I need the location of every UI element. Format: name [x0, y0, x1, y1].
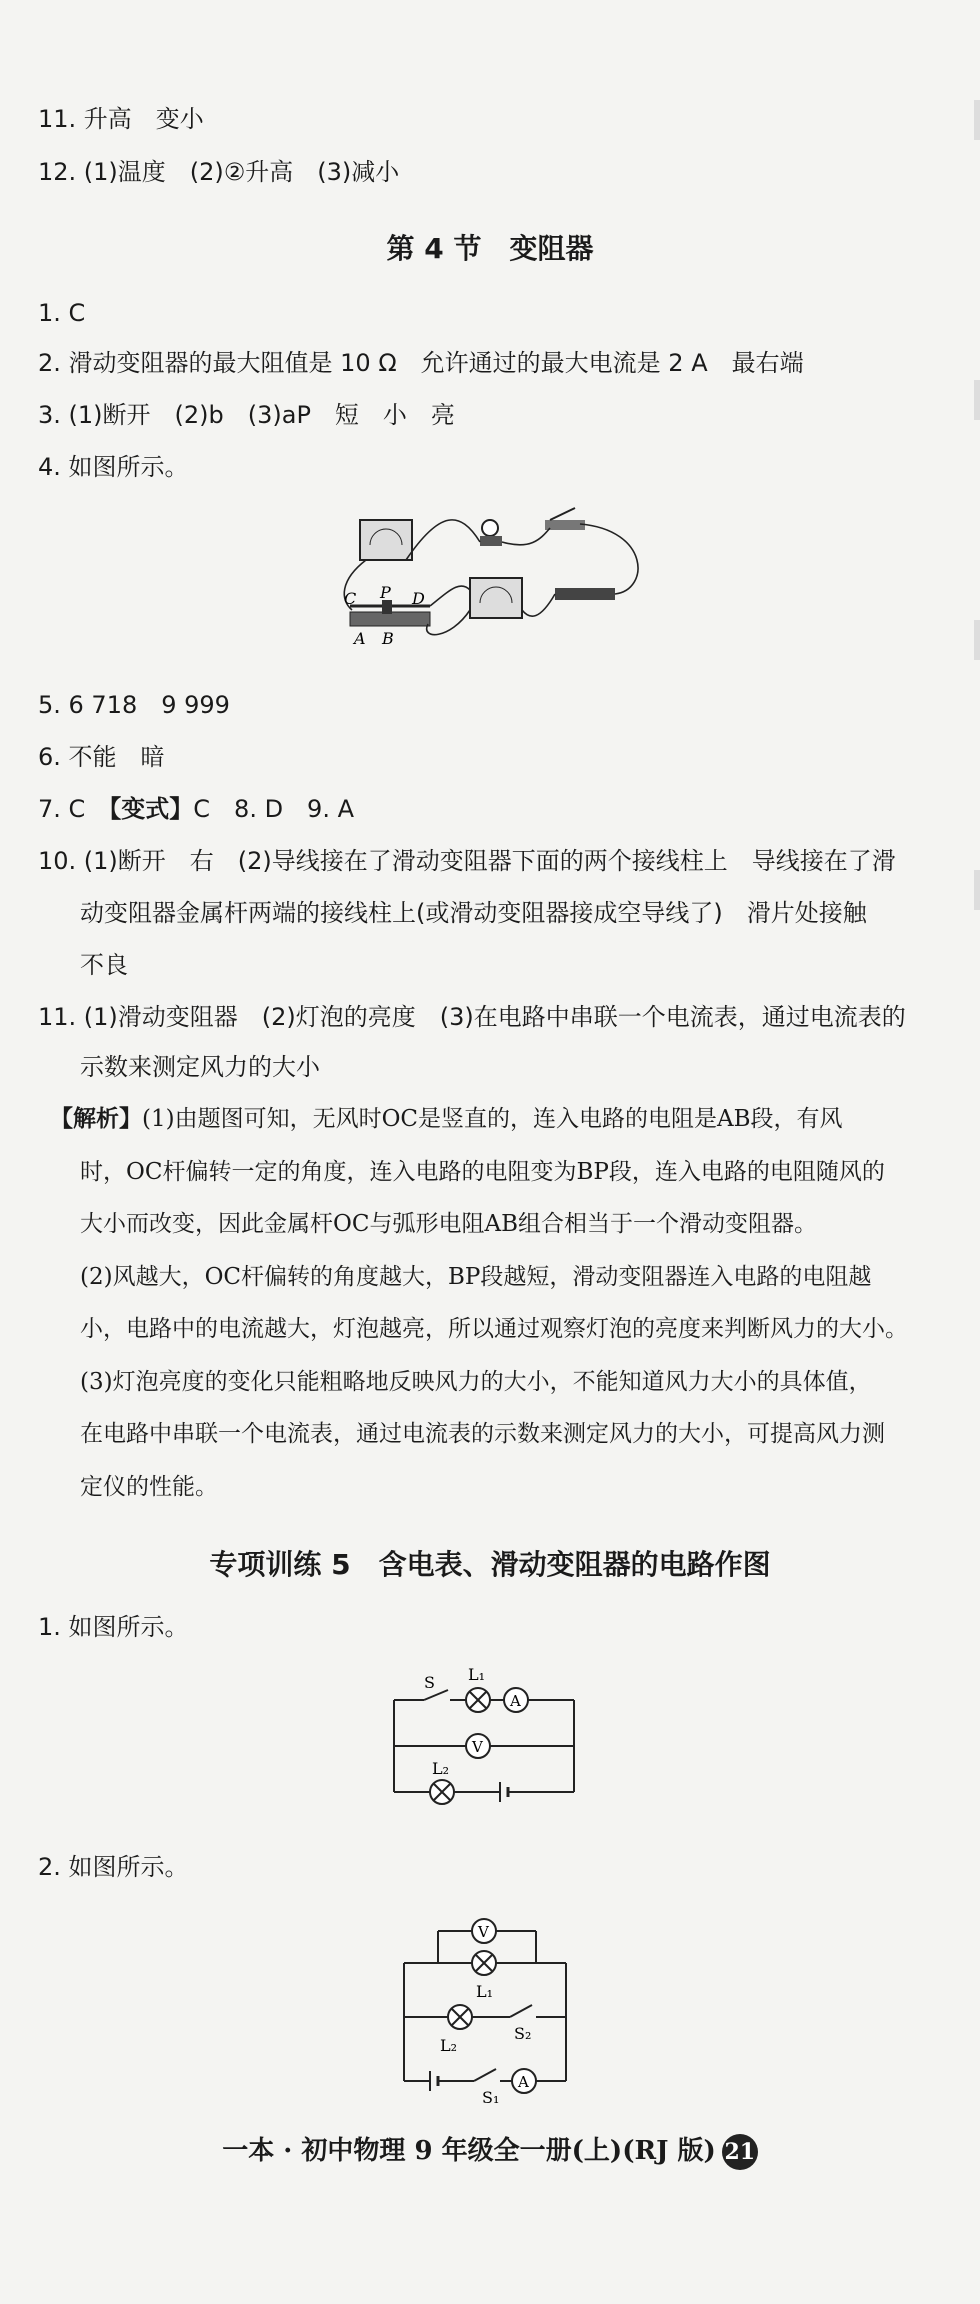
explanation-line3: 大小而改变，因此金属杆OC与弧形电阻AB组合相当于一个滑动变阻器。: [80, 1211, 817, 1237]
answer-10-line2: 动变阻器金属杆两端的接线柱上(或滑动变阻器接成空导线了) 滑片处接触: [80, 899, 867, 927]
explanation-line5: 小，电路中的电流越大，灯泡越亮，所以通过观察灯泡的亮度来判断风力的大小。: [80, 1316, 908, 1342]
label-l2: L₂: [440, 2036, 458, 2055]
battery: [555, 588, 615, 600]
label-switch-s: S: [424, 1673, 435, 1692]
answer-6: 6. 不能 暗: [38, 743, 165, 771]
page-edge-mark-2: [974, 380, 980, 420]
wire-4: [580, 524, 638, 594]
label-B: B: [382, 629, 394, 648]
label-l2: L₂: [432, 1759, 450, 1778]
label-A: A: [354, 629, 366, 648]
answer-4: 4. 如图所示。: [38, 453, 189, 481]
explanation-text1: (1)由题图可知，无风时OC是竖直的，连入电路的电阻是AB段，有风: [142, 1106, 843, 1132]
answer-1: 1. C: [38, 299, 86, 327]
answer-2: 2. 滑动变阻器的最大阻值是 10 Ω 允许通过的最大电流是 2 A 最右端: [38, 349, 804, 377]
page-edge-mark-1: [974, 100, 980, 140]
wire-2: [406, 520, 480, 560]
label-s2: S₂: [514, 2024, 532, 2043]
page-number: 21: [722, 2134, 758, 2170]
answer-10-line1: 10. (1)断开 右 (2)导线接在了滑动变阻器下面的两个接线柱上 导线接在了滑: [38, 847, 896, 875]
bulb: [482, 520, 498, 536]
answer-3: 3. (1)断开 (2)b (3)aP 短 小 亮: [38, 401, 455, 429]
switch-lever: [550, 508, 575, 520]
explanation-tag: 【解析】: [50, 1105, 142, 1132]
label-s1: S₁: [482, 2088, 500, 2105]
switch-s1-blade: [474, 2069, 496, 2081]
explanation-line4: (2)风越大，OC杆偏转的角度越大，BP段越短，滑动变阻器连入电路的电阻越: [80, 1264, 872, 1290]
label-P: P: [380, 583, 391, 602]
wire-3: [502, 528, 550, 545]
label-D: D: [412, 589, 425, 608]
circuit-diagram-2: [390, 1905, 580, 2105]
circuit-diagram-1: [380, 1660, 600, 1820]
answer-7-part2: C 8. D 9. A: [193, 795, 355, 823]
meter-box-1: [360, 520, 412, 560]
wire-6: [427, 610, 470, 635]
meter-box-2: [470, 578, 522, 618]
answer-10-line3: 不良: [80, 951, 128, 979]
label-voltmeter: V: [472, 1738, 483, 1756]
answer-12: 12. (1)温度 (2)②升高 (3)减小: [38, 158, 400, 186]
page-edge-mark-3: [974, 620, 980, 660]
label-voltmeter: V: [478, 1923, 489, 1941]
label-ammeter: A: [518, 2073, 529, 2091]
label-ammeter: A: [510, 1692, 521, 1710]
switch-base: [545, 520, 585, 530]
answer-11: 11. 升高 变小: [38, 105, 204, 133]
answer-11b-line1: 11. (1)滑动变阻器 (2)灯泡的亮度 (3)在电路中串联一个电流表，通过电流表的: [38, 1003, 906, 1031]
rheostat-coil: [350, 612, 430, 626]
rheostat-circuit-figure: [330, 500, 660, 650]
explanation-line2: 时，OC杆偏转一定的角度，连入电路的电阻变为BP段，连入电路的电阻随风的: [80, 1159, 885, 1185]
explanation-line7: 在电路中串联一个电流表，通过电流表的示数来测定风力的大小，可提高风力测: [80, 1421, 885, 1447]
answer-7-part1: 7. C: [38, 795, 110, 823]
bulb-holder: [480, 536, 502, 546]
page-edge-mark-4: [974, 870, 980, 910]
footer-text: 一本 · 初中物理 9 年级全一册(上)(RJ 版): [222, 2136, 716, 2166]
explanation-line8: 定仪的性能。: [80, 1474, 218, 1500]
wire-5: [522, 594, 555, 616]
special-answer-2: 2. 如图所示。: [38, 1853, 189, 1881]
wire-7: [430, 586, 470, 606]
explanation-line6: (3)灯泡亮度的变化只能粗略地反映风力的大小，不能知道风力大小的具体值，: [80, 1369, 872, 1395]
page-footer: [0, 2130, 980, 2170]
answer-5: 5. 6 718 9 999: [38, 691, 230, 719]
explanation-line1: [50, 1103, 843, 1135]
rheostat-slider: [382, 600, 392, 614]
label-l1: L₁: [468, 1665, 486, 1684]
answer-7-9: [38, 792, 354, 826]
section-title: 第 4 节 变阻器: [386, 232, 594, 265]
answer-11b-line2: 示数来测定风力的大小: [80, 1053, 320, 1081]
special-training-title: 专项训练 5 含电表、滑动变阻器的电路作图: [209, 1548, 771, 1581]
variant-tag: 【变式】: [109, 795, 194, 823]
label-l1: L₁: [476, 1982, 494, 2001]
switch-s2-blade: [510, 2005, 532, 2017]
label-C: C: [344, 589, 357, 608]
special-answer-1: 1. 如图所示。: [38, 1613, 189, 1641]
